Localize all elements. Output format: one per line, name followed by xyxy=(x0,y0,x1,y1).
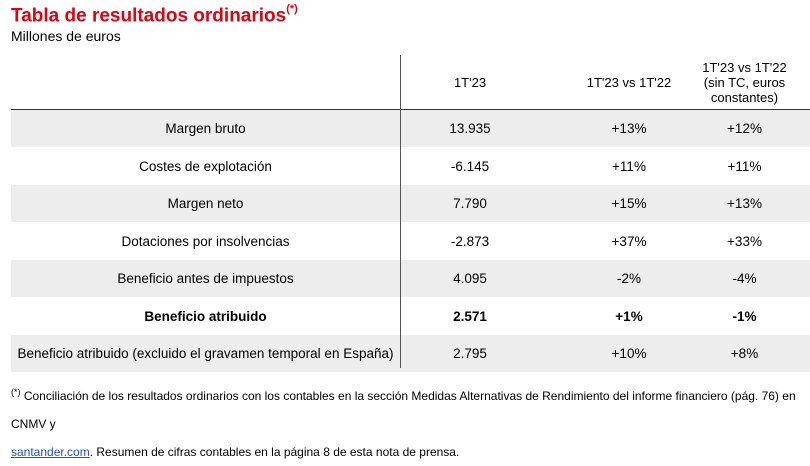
row-value-constant-euros: +13% xyxy=(727,196,762,211)
row-value-1t23: -6.145 xyxy=(450,158,490,174)
row-value-constant-euros: +11% xyxy=(727,158,762,174)
row-label: Beneficio atribuido xyxy=(144,308,267,324)
row-label: Beneficio atribuido (excluido el gravamen temporal en España) xyxy=(17,346,394,361)
row-value-yoy: +15% xyxy=(611,196,647,211)
row-value-yoy: +37% xyxy=(611,233,647,249)
row-value-1t23: 7.790 xyxy=(453,196,487,211)
column-header-1t23 xyxy=(401,55,539,109)
row-value-1t23: 2.795 xyxy=(453,346,487,361)
row-value-constant-euros: -1% xyxy=(732,308,757,324)
row-value-constant-euros: +8% xyxy=(730,346,759,361)
title-footnote-mark: (*) xyxy=(286,3,298,15)
row-value-1t23: 4.095 xyxy=(453,271,487,286)
row-label: Beneficio antes de impuestos xyxy=(117,271,294,286)
table-row xyxy=(11,223,810,260)
page-title xyxy=(11,5,298,27)
row-value-yoy: +1% xyxy=(615,308,643,324)
row-value-yoy: +11% xyxy=(612,158,646,174)
row-value-yoy: +10% xyxy=(611,346,647,361)
row-label: Margen neto xyxy=(167,196,244,211)
results-table xyxy=(11,55,810,368)
column-header-constant-euros xyxy=(679,55,810,109)
footnote-line-2 xyxy=(11,438,810,466)
row-value-constant-euros: +12% xyxy=(727,121,762,136)
column-divider xyxy=(400,55,401,368)
table-row xyxy=(11,110,810,147)
footnote-mark: (*) xyxy=(11,387,21,397)
row-value-yoy: +13% xyxy=(611,121,647,136)
row-value-constant-euros: +33% xyxy=(727,233,762,249)
table-row xyxy=(11,185,810,222)
row-label: Costes de explotación xyxy=(139,158,272,174)
column-header-yoy-label: 1T'23 vs 1T'22 xyxy=(586,74,672,90)
santander-link[interactable]: santander.com xyxy=(11,445,90,459)
row-label: Margen bruto xyxy=(165,121,246,136)
row-value-yoy: -2% xyxy=(616,271,641,286)
table-row xyxy=(11,335,810,372)
page-subtitle: Millones de euros xyxy=(11,28,121,44)
row-value-1t23: -2.873 xyxy=(450,233,490,249)
table-row xyxy=(11,298,810,335)
row-value-constant-euros: -4% xyxy=(732,271,757,286)
row-value-1t23: 2.571 xyxy=(453,308,487,324)
footnote-text-2: . Resumen de cifras contables en la página 8 de esta nota de prensa. xyxy=(89,445,460,459)
table-row xyxy=(11,148,810,185)
footnote-text-1: Conciliación de los resultados ordinarios con los contables en la sección Medidas Alternativas de Rendimiento del informe financiero (pág. 76) en CNMV y xyxy=(11,389,796,431)
table-row xyxy=(11,260,810,297)
column-header-constant-euros-label: 1T'23 vs 1T'22 (sin TC, euros constantes) xyxy=(702,59,787,105)
footnote-line-1 xyxy=(11,378,810,438)
footnote xyxy=(11,378,810,466)
row-value-1t23: 13.935 xyxy=(449,121,491,136)
column-header-1t23-label: 1T'23 xyxy=(453,74,487,90)
title-text: Tabla de resultados ordinarios xyxy=(11,5,287,27)
row-label: Dotaciones por insolvencias xyxy=(121,233,290,249)
